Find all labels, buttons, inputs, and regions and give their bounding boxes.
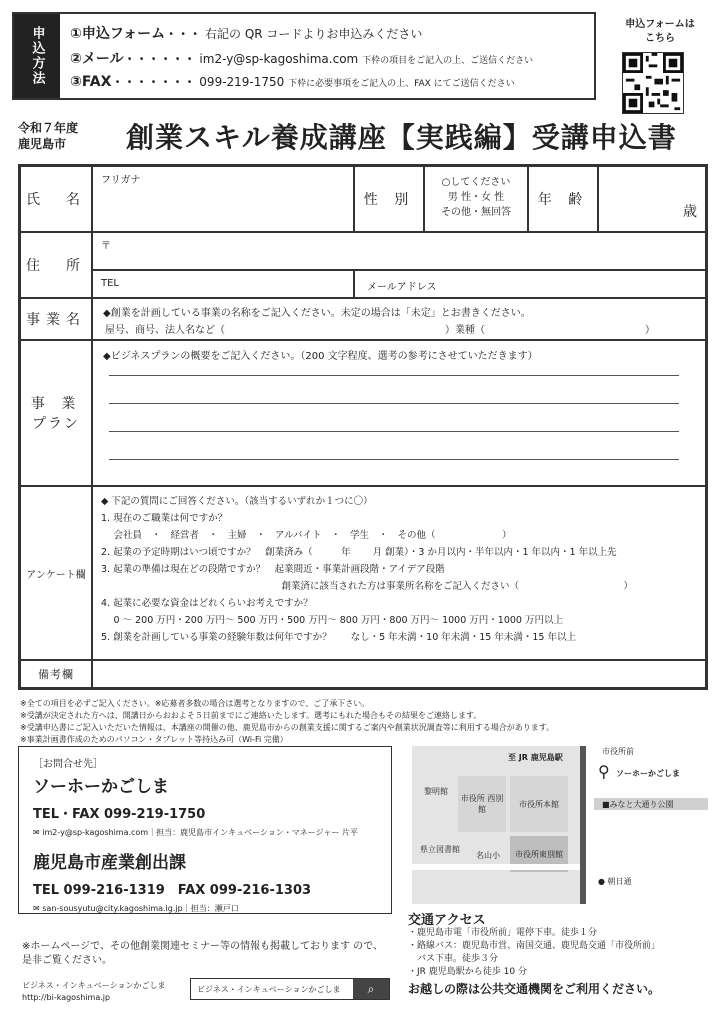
tel-field[interactable] [92, 270, 354, 298]
contact-tel-city: TEL 099-216-1319 FAX 099-216-1303 [33, 883, 312, 898]
business-hint: ◆創業を計画している事業の名称をご記入ください。未定の場合は「未定」とお書きください。 [103, 308, 531, 319]
mail-icon: ✉ [33, 828, 43, 837]
bi-url[interactable]: http://bi-kagoshima.jp [22, 993, 111, 1002]
qr-label: 申込フォームは こちら [625, 19, 695, 44]
business-plan-field[interactable] [92, 340, 706, 486]
map-nishi-bekkan: 市役所 西別館 [458, 776, 506, 832]
map-road [412, 864, 584, 870]
survey-line: ◆ 下記の質問にご回答ください。（該当するいずれか１つに〇） [101, 496, 373, 507]
survey-field[interactable] [92, 486, 706, 660]
age-label: 年 齢 [528, 166, 598, 232]
remarks-field[interactable] [92, 660, 706, 688]
bi-name: ビジネス・インキュベーションかごしま [22, 981, 166, 990]
plan-line [109, 403, 679, 404]
gender-options: 男 性・女 性 [447, 192, 505, 203]
contact-mail-soho[interactable]: ✉ im2-y@sp-kagoshima.com｜担当：鹿児島市インキュベーション・マネージャー 片平 [33, 828, 359, 837]
access-closing: お越しの際は公共交通機関をご利用ください。 [408, 982, 661, 996]
map-asahi: ● 朝日通 [598, 877, 632, 886]
survey-line: 4. 起業に必要な資金はどれくらいお考えですか？ [101, 598, 313, 609]
map-higashi-bekkan: 市役所東別館 [510, 836, 568, 872]
notes: ※全ての項目を必ずご記入ください。※応募者多数の場合は選考となりますので、ご了承下さい。 ※受講が決定された方へは、開講日からおおよそ５日前までにご連絡いたします。選考にもれた場合もその結果をご連絡します。 ※受講申込書にご記入いただいた情報は、本講座の開催の他、鹿児島市からの創業支援に関するご案内や創業状況調査等に利用する場合があります。 ※事業計画書作成のためのパソコン・タブレット等持込み可（Wi-Fi 完備） [20, 699, 555, 744]
map-soho: ソーホーかごしま [616, 769, 680, 778]
map-nagayama: 名山小 [476, 851, 500, 860]
survey-label: アンケート欄 [20, 486, 92, 660]
business-fields: 屋号、商号、法人名など（ ）業種（ ） [105, 325, 655, 336]
search-icon[interactable]: ⌕ [353, 979, 389, 999]
gender-label: 性 別 [354, 166, 424, 232]
contact-org-soho: ソーホーかごしま [33, 777, 169, 797]
email-field[interactable] [354, 270, 706, 298]
remarks-label: 備考欄 [20, 660, 92, 688]
name-label: 氏 名 [20, 166, 92, 232]
map-minato-park: ■ みなと大通り公園 [594, 798, 708, 810]
business-name-field[interactable] [92, 298, 706, 340]
business-name-label: 事業名 [20, 298, 92, 340]
age-unit: 歳 [683, 204, 697, 220]
tel-label: TEL [101, 278, 119, 289]
map-station: 至 JR 鹿児島駅 [508, 753, 563, 762]
plan-hint: ◆ビジネスプランの概要をご記入ください。（200 文字程度、選考の参考にさせていただきます） [103, 351, 538, 362]
application-form [18, 164, 708, 690]
gender-field[interactable] [424, 166, 528, 232]
qr-code-icon[interactable] [622, 52, 684, 114]
bi-info [22, 980, 165, 1004]
map-honkan: 市役所本館 [510, 776, 568, 832]
page-title: 創業スキル養成講座【実践編】受講申込書 [126, 121, 677, 154]
method-fax: ③FAX・・・・・・・ 099-219-1750 下枠に必要事項をご記入の上、FAX にてご送信ください [70, 73, 515, 90]
access-info: 交通アクセス ・鹿児島市電「市役所前」電停下車。徒歩１分 ・路線バス：鹿児島市営、南国交通、鹿児島交通「市役所前」 バス下車。徒歩３分 ・JR 鹿児島駅から徒歩 10 分 お越しの際は公共交通機関をご利用ください。 [408, 914, 714, 996]
access-map [412, 746, 708, 904]
address-field[interactable] [92, 232, 706, 270]
survey-line: 1. 現在のご職業は何ですか？ [101, 513, 228, 524]
plan-line [109, 431, 679, 432]
contact-org-city: 鹿児島市産業創出課 [33, 853, 186, 873]
method-form: ①申込フォーム・・・ 右記の QR コードよりお申込みください [70, 25, 423, 42]
map-reimeikan: 黎明館 [424, 787, 448, 796]
methods-tag: 申込方法 [14, 14, 60, 98]
map-shiyakusho-mae: 市役所前 [602, 747, 634, 756]
furigana-label: フリガナ [101, 175, 141, 186]
age-field[interactable] [598, 166, 706, 232]
homepage-note: ※ホームページで、その他創業関連セミナー等の情報も掲載しております ので、是非ご覧ください。 [22, 941, 383, 966]
address-label: 住 所 [20, 232, 92, 298]
name-field[interactable] [92, 166, 354, 232]
contact-tel-soho: TEL・FAX 099-219-1750 [33, 807, 206, 822]
map-kenritsu: 県立図書館 [420, 845, 460, 854]
contact-label: ［お問合せ先］ [33, 759, 103, 770]
postal-mark: 〒 [101, 241, 111, 252]
contact-mail-city[interactable]: ✉ san-sousyutu@city.kagoshima.lg.jp｜担当：瀬戸口 [33, 904, 239, 913]
gender-other: その他・無回答 [441, 207, 511, 218]
application-methods-box [12, 12, 596, 100]
business-plan-label: 事 業 プラン [20, 340, 92, 486]
survey-line: 会社員 ・ 経営者 ・ 主婦 ・ アルバイト ・ 学生 ・ その他（ ） [101, 530, 512, 541]
mail-icon: ✉ [33, 904, 43, 913]
survey-line: 5. 創業を計画している事業の経験年数は何年ですか？ なし・5 年未満・10 年未満・15 年未満・15 年以上 [101, 632, 576, 643]
method-email: ②メール・・・・・・ im2-y@sp-kagoshima.com 下枠の項目をご記入の上、ご送信ください [70, 50, 534, 67]
map-pin-icon: ⚲ [598, 762, 610, 781]
survey-line: 2. 起業の予定時期はいつ頃ですか？ 創業済み（ 年 月 創業）・3 か月以内・半年以内・1 年以内・1 年以上先 [101, 547, 617, 558]
plan-line [109, 375, 679, 376]
survey-line: 0 ～ 200 万円・200 万円～ 500 万円・500 万円～ 800 万円・800 万円～ 1000 万円・1000 万円以上 [101, 615, 563, 626]
city-name: 鹿児島市 [18, 137, 67, 151]
fiscal-year: 令和７年度 鹿児島市 [18, 121, 79, 151]
contact-box [18, 746, 392, 914]
search-box[interactable] [190, 978, 390, 1000]
access-title: 交通アクセス [408, 913, 486, 928]
search-input[interactable]: ビジネス・インキュベーションかごしま [197, 985, 341, 994]
gender-hint: ○してください [441, 177, 511, 188]
plan-line [109, 459, 679, 460]
survey-line: 創業済に該当された方は事業所名称をご記入ください（ ） [101, 581, 634, 592]
map-tram-road [580, 746, 586, 904]
email-label: メールアドレス [367, 282, 437, 293]
survey-line: 3. 起業の準備は現在どの段階ですか？ 起業間近・事業計画段階・アイデア段階 [101, 564, 445, 575]
